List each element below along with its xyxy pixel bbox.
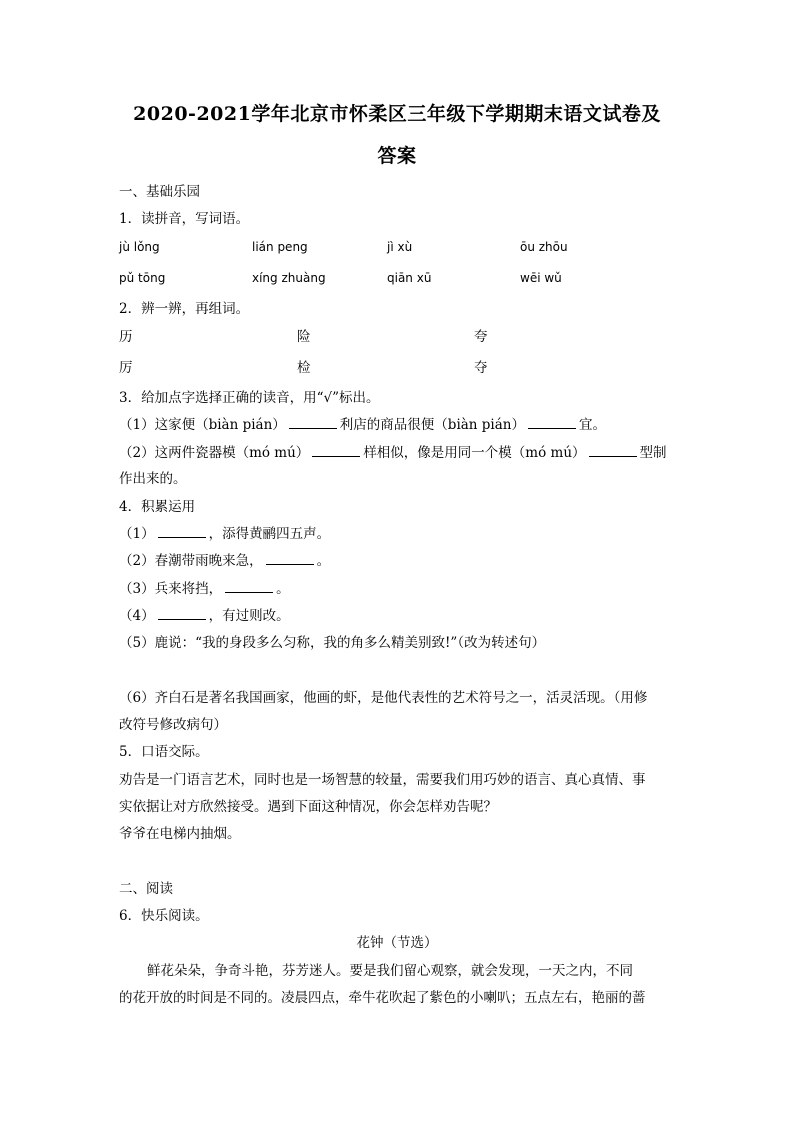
- pinyin-item: jì xù: [387, 240, 413, 254]
- passage-line: 的花开放的时间是不同的。凌晨四点，牵牛花吹起了紫色的小喇叭；五点左右，艳丽的蔷: [119, 990, 646, 1006]
- answer-blank[interactable]: [266, 552, 314, 565]
- answer-blank[interactable]: [289, 416, 337, 429]
- question-5-label: 5．口语交际。: [119, 744, 209, 760]
- item-text: ，添得黄鹂四五声。: [208, 526, 331, 542]
- pinyin-item: jù lǒng: [119, 240, 160, 254]
- pinyin-item: pǔ tōng: [119, 271, 166, 285]
- question-5-text: 实依据让对方欣然接受。遇到下面这种情况，你会怎样劝告呢？: [119, 799, 497, 815]
- item-text: ，有过则改。: [208, 608, 290, 624]
- character-item: 检: [297, 360, 311, 376]
- character-item: 厉: [119, 360, 133, 376]
- question-4-item-1: [119, 522, 330, 542]
- question-3-item-2: [119, 441, 667, 461]
- question-2-label: 2．辨一辨，再组词。: [119, 301, 250, 317]
- character-item: 险: [297, 329, 311, 345]
- question-3-label: 3．给加点字选择正确的读音，用“√”标出。: [119, 390, 380, 406]
- section-heading-basics: 一、基础乐园: [119, 184, 200, 200]
- section-heading-reading: 二、阅读: [119, 881, 173, 897]
- pinyin-item: ōu zhōu: [520, 240, 568, 254]
- item-text: （2）春潮带雨晚来急，: [119, 553, 263, 569]
- pinyin-item: lián peng: [252, 240, 308, 254]
- question-4-item-6-cont: 改符号修改病句）: [119, 717, 227, 733]
- item-text: 。: [276, 581, 290, 597]
- answer-blank[interactable]: [225, 580, 273, 593]
- question-4-item-3: [119, 577, 290, 597]
- question-4-label: 4．积累运用: [119, 499, 196, 515]
- question-5-text: 劝告是一门语言艺术，同时也是一场智慧的较量，需要我们用巧妙的语言、真心真情、事: [119, 772, 646, 788]
- passage-line: 鲜花朵朵，争奇斗艳，芬芳迷人。要是我们留心观察，就会发现，一天之内，不同: [147, 963, 633, 979]
- pinyin-item: qiān xū: [387, 271, 432, 285]
- answer-blank[interactable]: [158, 525, 206, 538]
- pinyin-item: xíng zhuàng: [252, 271, 326, 285]
- question-4-item-2: [119, 549, 330, 569]
- page-title-line-1: 2020-2021学年北京市怀柔区三年级下学期期末语文试卷及: [133, 103, 661, 125]
- question-1-label: 1．读拼音，写词语。: [119, 211, 250, 227]
- question-4-item-4: [119, 604, 290, 624]
- item-text: 宜。: [579, 417, 606, 433]
- answer-blank[interactable]: [158, 607, 206, 620]
- character-item: 历: [119, 329, 133, 345]
- item-text: （1）这家便（biàn pián）: [119, 417, 286, 433]
- question-4-item-6: （6）齐白石是著名我国画家，他画的虾，是他代表性的艺术符号之一，活灵活现。（用修: [119, 690, 648, 706]
- question-4-item-5: （5）鹿说：“我的身段多么匀称，我的角多么精美别致!”（改为转述句）: [119, 635, 546, 651]
- item-text: 。: [316, 553, 331, 569]
- character-item: 夺: [474, 360, 488, 376]
- answer-blank[interactable]: [528, 416, 576, 429]
- item-text: （4）: [119, 608, 155, 624]
- item-text: 样相似，像是用同一个模（mó mú）: [363, 445, 586, 461]
- character-item: 夸: [474, 329, 488, 345]
- passage-title: 花钟（节选）: [356, 935, 438, 951]
- question-5-scenario: 爷爷在电梯内抽烟。: [119, 826, 241, 842]
- item-text: 型制: [639, 445, 667, 461]
- answer-blank[interactable]: [312, 444, 360, 457]
- page-title-line-2: 答案: [377, 145, 417, 167]
- item-text: （3）兵来将挡，: [119, 581, 223, 597]
- question-6-label: 6．快乐阅读。: [119, 908, 209, 924]
- question-3-item-2-cont: 作出来的。: [119, 471, 187, 487]
- pinyin-item: wēi wǔ: [520, 271, 562, 285]
- question-3-item-1: [119, 413, 606, 433]
- item-text: （1）: [119, 526, 155, 542]
- item-text: 利店的商品很便（biàn pián）: [339, 417, 525, 433]
- answer-blank[interactable]: [589, 444, 637, 457]
- item-text: （2）这两件瓷器模（mó mú）: [119, 445, 310, 461]
